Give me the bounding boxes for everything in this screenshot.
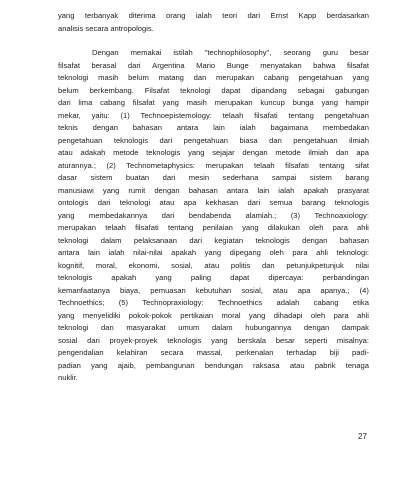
paragraph-2 <box>58 47 369 385</box>
text-line: padian yang ajaib, pembangunan bendungan raksasa atau pabrik tenaga <box>58 360 369 370</box>
text-line: teknis dengan bahasan antara lain ialah bagaimana membedakan <box>58 123 369 132</box>
text-line: ontologis dari teknologi atau apa kekhasan dari semua barang teknologis <box>58 198 369 207</box>
text-line: yang menyelidiki pokok-pokok pertikaian moral yang dihadapi oleh para ahli <box>58 310 369 320</box>
text-line: teknologi dan masyarakat umum dalam hubungannya dengan dampak <box>58 323 369 332</box>
text-line: pengendalian kelahiran secara massal, perkenalan terhadap biji padi- <box>58 348 369 357</box>
text-line: analisis secara antropologis. <box>58 23 154 33</box>
text-line: dari lima cabang filsafat yang masih merupakan kuncup bunga yang hampir <box>58 98 369 107</box>
text-line: belum berkembang. Filsafat teknologi dapat dipandang sebagai gabungan <box>58 85 369 95</box>
text-line: kemanfaatanya biaya, pemuasan kebutuhan sosial, atau apa apanya.; (4) <box>58 285 369 295</box>
text-line: pengetahuan teknologis dari pengetahuan biasa dan pengetahuan ilmiah <box>58 135 369 145</box>
text-line: yang membedakannya dari bendabenda alamiah.; (3) Technoaxiology: <box>58 210 369 220</box>
text-line: aturannya.; (2) Technometaphysics: merupakan telaah filsafati tentang sifat <box>58 160 369 170</box>
text-line: atau adakah metode teknologis yang sejajar dengan metode ilmiah dan apa <box>58 148 369 157</box>
text-line: teknologi masih belum matang dan merupakan cabang pengetahuan yang <box>58 73 369 82</box>
text-line: merupakan telaah filsafati tentang penilaian yang dilakukan oleh para ahli <box>58 223 369 232</box>
text-line: kognitif, moral, ekonomi, sosial, atau politis dan petunjukpetunjuk nilai <box>58 260 369 270</box>
text-line: dasar sistem buatan dari mesin sederhana sampai sistem barang <box>58 173 369 182</box>
text-line: Technoethics; (5) Technopraxiology: Technoethics adalah cabang etika <box>58 298 369 307</box>
text-line: filsafat berasal dari Argentina Mario Bunge menyatakan bahwa filsafat <box>58 60 369 70</box>
page-number: 27 <box>358 432 367 441</box>
text-line: teknologi dalam pelaksanaan dari kegiatan teknologis dengan bahasan <box>58 235 369 245</box>
paragraph-1 <box>58 10 369 35</box>
body-text <box>58 10 369 385</box>
text-line: teknologis apakah yang paling dapat dipercaya: perbandingan <box>58 273 369 282</box>
text-line: manusiawi yang rumit dengan bahasan antara lain ialah apakah prasyarat <box>58 185 369 195</box>
text-line: sosial dari proyek-proyek teknologis yang berskala besar seperti misalnya: <box>58 335 369 345</box>
text-line: yang terbanyak diterima orang ialah teori dari Ernst Kapp berdasarkan <box>58 11 369 20</box>
text-line: nuklir. <box>58 373 78 382</box>
text-line: antara lain ialah nilai-nilai apakah yang dipegang oleh para ahli teknologi: <box>58 248 369 257</box>
text-line: Dengan memakai istilah "technophilosophy", seorang guru besar <box>92 48 369 57</box>
text-line: mekar, yaitu: (1) Technoepistemology: telaah filsafati tentang pengetahuan <box>58 110 369 120</box>
